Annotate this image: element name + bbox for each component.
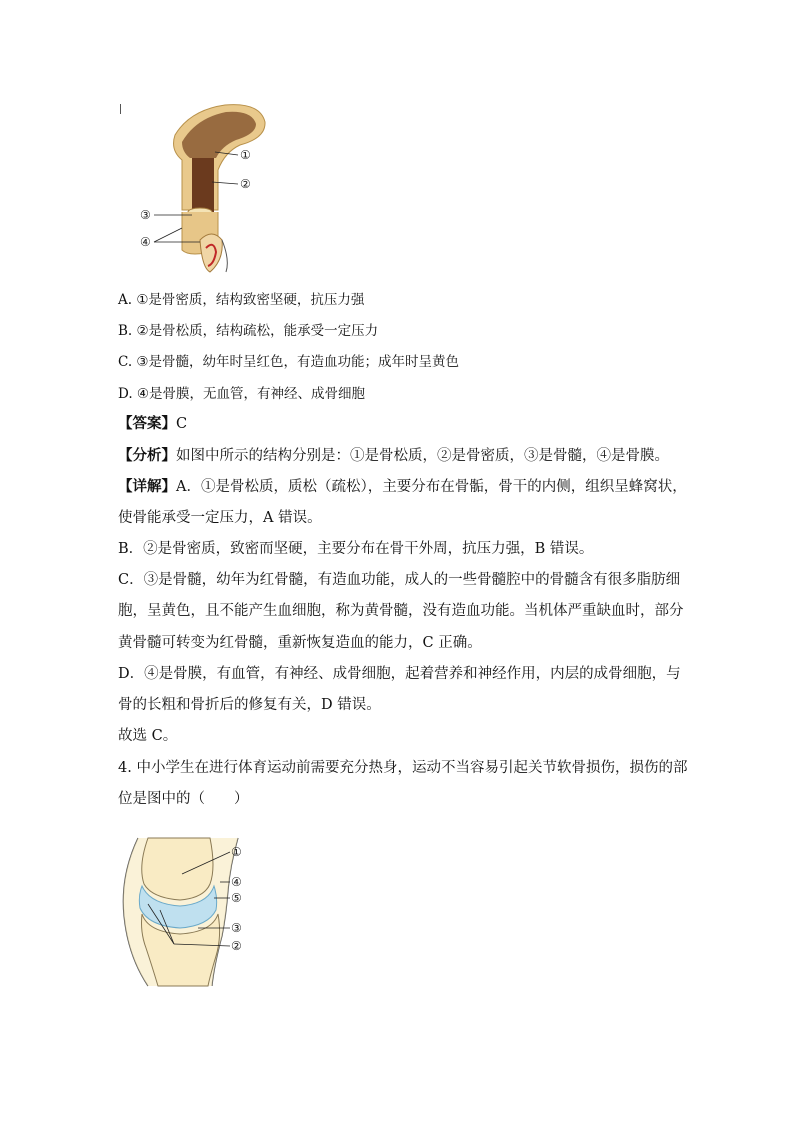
margin-mark <box>120 104 121 114</box>
label-4: ④ <box>140 235 151 249</box>
question4-line-2: 位是图中的（ ） <box>118 791 249 807</box>
conclusion-line: 故选 C。 <box>118 728 178 744</box>
label-2: ② <box>240 177 251 191</box>
detail-tag: 【详解】 <box>118 478 176 495</box>
detail-line-4: C．③是骨髓，幼年为红骨髓，有造血功能，成人的一些骨髓腔中的骨髓含有很多脂肪细 <box>118 572 681 588</box>
detail-text-1: A．①是骨松质，质松（疏松），主要分布在骨骺，骨干的内侧，组织呈蜂窝状， <box>176 479 687 495</box>
question4-line-1: 4. 中小学生在进行体育运动前需要充分热身，运动不当容易引起关节软骨损伤，损伤的部 <box>118 760 688 776</box>
marrow-cavity <box>192 158 214 213</box>
detail-line-8: 骨的长粗和骨折后的修复有关，D 错误。 <box>118 697 381 713</box>
detail-line-2: 使骨能承受一定压力，A 错误。 <box>118 510 322 526</box>
joint-label-5: ⑤ <box>231 891 242 905</box>
joint-structure-figure <box>118 836 258 988</box>
detail-line-7: D．④是骨膜，有血管，有神经、成骨细胞，起着营养和神经作用，内层的成骨细胞，与 <box>118 666 681 682</box>
detail-line-3: B．②是骨密质，致密而坚硬，主要分布在骨干外周，抗压力强，B 错误。 <box>118 541 594 557</box>
joint-label-4: ④ <box>231 875 242 889</box>
option-c: C. ③是骨髓，幼年时呈红色，有造血功能；成年时呈黄色 <box>118 354 460 370</box>
answer-tag: 【答案】 <box>118 415 176 432</box>
detail-line-5: 胞，呈黄色，且不能产生血细胞，称为黄骨髓，没有造血功能。当机体严重缺血时，部分 <box>118 603 684 619</box>
detail-line-1 <box>118 477 687 497</box>
analysis-line <box>118 446 678 466</box>
answer-line <box>118 414 678 434</box>
detail-line-6: 黄骨髓可转变为红骨髓，重新恢复造血的能力，C 正确。 <box>118 635 482 651</box>
label-3: ③ <box>140 208 151 222</box>
option-a: A. ①是骨密质，结构致密坚硬，抗压力强 <box>118 292 365 308</box>
analysis-text: 如图中所示的结构分别是：①是骨松质，②是骨密质，③是骨髓，④是骨膜。 <box>176 448 669 464</box>
option-d: D. ④是骨膜，无血管，有神经、成骨细胞 <box>118 386 366 402</box>
answer-value: C <box>176 416 188 432</box>
option-b: B. ②是骨松质，结构疏松，能承受一定压力 <box>118 323 379 339</box>
periosteum <box>200 234 222 272</box>
joint-label-1: ① <box>231 845 242 859</box>
joint-label-2: ② <box>231 939 242 953</box>
label-1: ① <box>240 148 251 162</box>
upper-bone <box>142 838 213 900</box>
analysis-tag: 【分析】 <box>118 447 176 464</box>
bone-structure-figure <box>130 100 270 280</box>
joint-label-3: ③ <box>231 921 242 935</box>
